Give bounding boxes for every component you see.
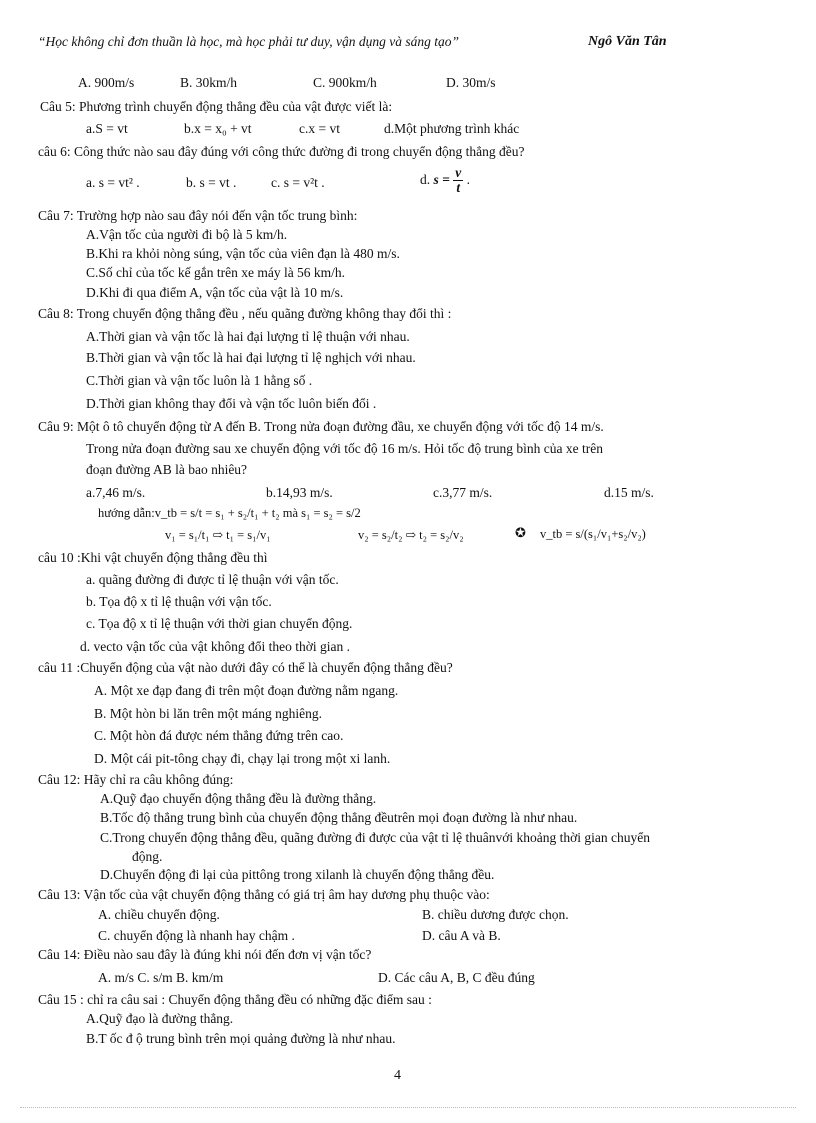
q9-option-a: a.7,46 m/s. [86, 485, 146, 500]
q13-option-d: D. câu A và B. [422, 928, 501, 943]
q9-hint-v1: v₁ = s₁/t₁ ⇨ t₁ = s₁/v₁ [165, 528, 271, 542]
q6-formula-dot: . [466, 171, 470, 187]
q13-option-a: A. chiều chuyển động. [98, 907, 220, 922]
q9-question-line-2: Trong nửa đoạn đường sau xe chuyển động với tốc độ 16 m/s. Hỏi tốc độ trung bình của xe trên [86, 441, 603, 456]
q12-option-a: A.Quỹ đạo chuyển động thẳng đều là đường thẳng. [100, 791, 377, 806]
q13-option-c: C. chuyển động là nhanh hay chậm . [98, 928, 295, 943]
q7-question: Câu 7: Trường hợp nào sau đây nói đến vận tốc trung bình: [38, 208, 358, 223]
q12-option-b: B.Tốc độ thẳng trung bình của chuyển động thẳng đềutrên mọi đoạn đường là như nhau. [100, 810, 578, 825]
q5-option-d: d.Một phương trình khác [384, 121, 520, 136]
q13-question: Câu 13: Vận tốc của vật chuyển động thẳng có giá trị âm hay dương phụ thuộc vào: [38, 887, 490, 902]
q6-formula-denominator: t [456, 180, 461, 196]
q5-option-c: c.x = vt [299, 121, 340, 136]
q5-option-a: a.S = vt [86, 121, 128, 136]
q10-question: câu 10 :Khi vật chuyển động thẳng đều thì [38, 550, 268, 565]
q8-question: Câu 8: Trong chuyển động thẳng đều , nếu quãng đường không thay đổi thì : [38, 306, 452, 321]
q8-option-d: D.Thời gian không thay đổi và vận tốc luôn biến đổi . [86, 396, 377, 411]
q12-option-d: D.Chuyển động đi lại của pittông trong xilanh là chuyển động thẳng đều. [100, 867, 495, 882]
q6-option-c: c. s = v²t . [271, 175, 325, 190]
header-author: Ngô Văn Tân [588, 34, 667, 49]
q12-option-c-line-2: động. [132, 849, 163, 864]
q6-question: câu 6: Công thức nào sau đây đúng với công thức đường đi trong chuyển động thẳng đều? [38, 144, 525, 159]
q11-option-a: A. Một xe đạp đang đi trên một đoạn đường nằm ngang. [94, 683, 399, 698]
q4-option-c: C. 900km/h [313, 75, 377, 90]
q6-formula-fraction [453, 166, 463, 195]
q5-option-b: b.x = x₀ + vt [184, 121, 252, 136]
q14-option-d: D. Các câu A, B, C đều đúng [378, 970, 535, 985]
q12-option-c-line-1: C.Trong chuyển động thẳng đều, quãng đường đi được của vật tỉ lệ thuânvới khoảng thời gian chuyển [100, 830, 650, 845]
q11-question: câu 11 :Chuyển động của vật nào dưới đây có thể là chuyển động thẳng đều? [38, 660, 453, 675]
q11-option-b: B. Một hòn bi lăn trên một máng nghiêng. [94, 706, 322, 721]
q10-option-c: c. Tọa độ x tỉ lệ thuận với thời gian chuyển động. [86, 616, 353, 631]
q9-option-d: d.15 m/s. [604, 485, 654, 500]
q9-option-c: c.3,77 m/s. [433, 485, 493, 500]
q6-formula-numerator: v [455, 165, 462, 180]
q6-option-a: a. s = vt² . [86, 175, 140, 190]
q11-option-d: D. Một cái pit-tông chạy đi, chạy lại trong một xi lanh. [94, 751, 391, 766]
q8-option-c: C.Thời gian và vận tốc luôn là 1 hằng số . [86, 373, 313, 388]
q7-option-d: D.Khi đi qua điểm A, vận tốc của vật là 10 m/s. [86, 285, 344, 300]
page-number: 4 [394, 1068, 401, 1083]
q10-option-a: a. quãng đường đi được tỉ lệ thuận với vận tốc. [86, 572, 339, 587]
q10-option-d: d. vecto vận tốc của vật không đổi theo thời gian . [80, 639, 350, 654]
q6-option-d [420, 166, 470, 195]
q9-question-line-1: Câu 9: Một ô tô chuyển động từ A đến B. Trong nửa đoạn đường đầu, xe chuyển động với tốc độ 14 m/s. [38, 419, 604, 434]
q9-hint-line-1: hướng dẫn:v_tb = s/t = s₁ + s₂/t₁ + t₂ mà s₁ = s₂ = s/2 [98, 506, 361, 520]
q7-option-b: B.Khi ra khỏi nòng súng, vận tốc của viên đạn là 480 m/s. [86, 246, 400, 261]
q13-option-b: B. chiều dương được chọn. [422, 907, 569, 922]
q8-option-b: B.Thời gian và vận tốc là hai đại lượng tỉ lệ nghịch với nhau. [86, 350, 416, 365]
q4-option-b: B. 30km/h [180, 75, 238, 90]
q9-question-line-3: đoạn đường AB là bao nhiêu? [86, 462, 248, 477]
q9-hint-vtb: v_tb = s/(s₁/v₁+s₂/v₂) [540, 527, 646, 541]
q7-option-a: A.Vận tốc của người đi bộ là 5 km/h. [86, 227, 288, 242]
q10-option-b: b. Tọa độ x tỉ lệ thuận với vận tốc. [86, 594, 272, 609]
footer-divider [20, 1107, 796, 1108]
header-quote: “Học không chỉ đơn thuần là học, mà học phải tư duy, vận dụng và sáng tạo” [38, 34, 460, 49]
q6-option-b: b. s = vt . [186, 175, 237, 190]
q8-option-a: A.Thời gian và vận tốc là hai đại lượng tỉ lệ thuận với nhau. [86, 329, 410, 344]
q15-option-b: B.T ốc đ ộ trung bình trên mọi quảng đường là như nhau. [86, 1031, 396, 1046]
therefore-icon: ✪ [515, 525, 526, 540]
q4-option-a: A. 900m/s [78, 75, 135, 90]
q6-formula-s: s = [433, 171, 450, 187]
q9-hint-v2: v₂ = s₂/t₂ ⇨ t₂ = s₂/v₂ [358, 528, 464, 542]
q15-question: Câu 15 : chỉ ra câu sai : Chuyển động thẳng đều có những đặc điểm sau : [38, 992, 432, 1007]
q4-option-d: D. 30m/s [446, 75, 496, 90]
q11-option-c: C. Một hòn đá được ném thẳng đứng trên cao. [94, 728, 344, 743]
q5-question: Câu 5: Phương trình chuyển động thẳng đều của vật được viết là: [40, 99, 393, 114]
q14-question: Câu 14: Điều nào sau đây là đúng khi nói đến đơn vị vận tốc? [38, 947, 372, 962]
q12-question: Câu 12: Hãy chỉ ra câu không đúng: [38, 772, 234, 787]
q7-option-c: C.Số chỉ của tốc kế gắn trên xe máy là 56 km/h. [86, 265, 346, 280]
q9-option-b: b.14,93 m/s. [266, 485, 333, 500]
q6-option-d-label: d. [420, 171, 431, 187]
q14-options-abc: A. m/s C. s/m B. km/m [98, 970, 224, 985]
q15-option-a: A.Quỹ đạo là đường thẳng. [86, 1011, 234, 1026]
